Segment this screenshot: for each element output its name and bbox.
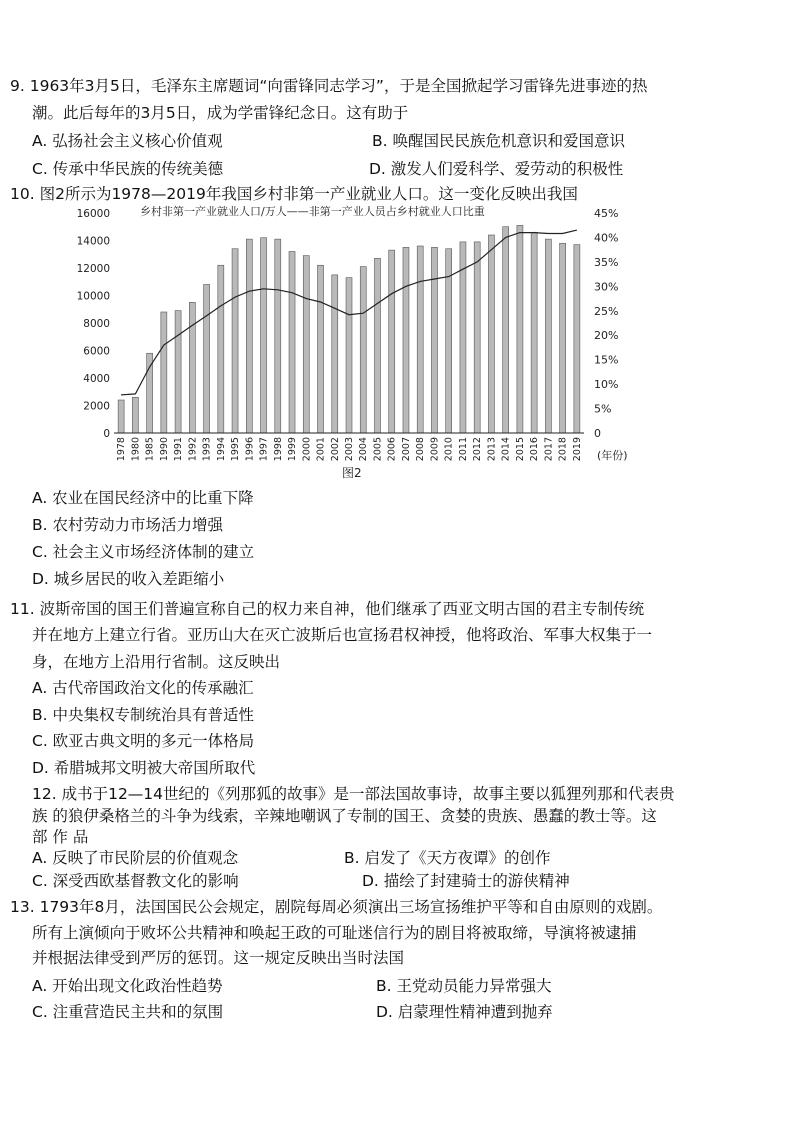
bar [161, 312, 167, 433]
q12-option-d: D. 描绘了封建骑士的游侠精神 [362, 872, 570, 890]
left-axis-tick: 4000 [83, 373, 110, 385]
q12-option-c: C. 深受西欧基督教文化的影响 [32, 872, 239, 890]
left-axis-tick: 16000 [76, 208, 110, 220]
q9-stem-line2: 潮。此后每年的3月5日，成为学雷锋纪念日。这有助于 [32, 104, 409, 122]
q11-option-d: D. 希腊城邦文明被大帝国所取代 [32, 759, 256, 777]
x-tick-label: 2004 [358, 437, 370, 462]
q12-stem-line2: 族 的狼伊桑格兰的斗争为线索，辛辣地嘲讽了专制的国王、贪婪的贵族、愚蠢的教士等。这 [32, 807, 657, 825]
bar [332, 275, 338, 433]
x-tick-label: 1991 [173, 437, 185, 462]
q13-stem-line2: 所有上演倾向于败坏公共精神和唤起王政的可耻迷信行为的剧目将被取缔，导演将被逮捕 [32, 924, 637, 942]
bar [374, 258, 380, 433]
x-tick-label: 1995 [230, 437, 242, 462]
x-tick-label: 1993 [201, 437, 213, 462]
x-tick-label: 1980 [130, 437, 142, 462]
bar [488, 235, 494, 433]
bar [189, 302, 195, 433]
right-axis-tick: 25% [594, 304, 619, 318]
x-tick-label: 1996 [244, 437, 256, 462]
bar [132, 397, 138, 433]
q11-stem-line2: 并在地方上建立行省。亚历山大在灭亡波斯后也宣扬君权神授，他将政治、军事大权集于一 [32, 626, 653, 644]
q11-option-a: A. 古代帝国政治文化的传承融汇 [32, 679, 254, 697]
q12-stem-line1: 12. 成书于12—14世纪的《列那狐的故事》是一部法国故事诗，故事主要以狐狸列那和代表贵 [32, 785, 675, 803]
q10-option-d: D. 城乡居民的收入差距缩小 [32, 570, 225, 588]
bar [560, 243, 566, 433]
bar [289, 252, 295, 434]
q11-stem-line3: 身，在地方上沿用行省制。这反映出 [32, 653, 281, 671]
q12-stem-line3: 部 作 品 [32, 828, 89, 846]
q13-option-c: C. 注重营造民主共和的氛围 [32, 1003, 224, 1021]
bar [517, 225, 523, 433]
x-axis-label: (年份) [597, 449, 628, 462]
x-tick-label: 2019 [571, 437, 583, 462]
bar [261, 238, 267, 433]
right-axis-tick: 45% [594, 207, 619, 220]
bar [503, 227, 509, 433]
x-tick-label: 1994 [215, 437, 227, 462]
bar [318, 265, 324, 433]
chart-title: 图2 [342, 466, 362, 480]
x-tick-label: 1999 [287, 437, 299, 462]
x-tick-label: 2006 [386, 437, 398, 462]
bar [389, 250, 395, 433]
x-tick-label: 2012 [472, 437, 484, 462]
right-axis-tick: 15% [594, 353, 619, 367]
q9-option-d: D. 激发人们爱科学、爱劳动的积极性 [369, 160, 624, 178]
bar [574, 245, 580, 433]
x-tick-label: 2016 [529, 437, 541, 462]
bar [417, 246, 423, 433]
q12-option-b: B. 启发了《天方夜谭》的创作 [344, 849, 551, 867]
right-axis-tick: 5% [594, 402, 612, 416]
right-axis-tick: 10% [594, 378, 619, 392]
x-tick-label: 1998 [272, 437, 284, 462]
q9-option-a: A. 弘扬社会主义核心价值观 [32, 132, 223, 150]
right-axis-tick: 40% [594, 231, 619, 245]
x-tick-label: 2000 [301, 437, 313, 462]
bar [531, 232, 537, 433]
x-tick-label: 1978 [116, 437, 128, 462]
bar [118, 400, 124, 433]
x-tick-label: 2007 [400, 437, 412, 462]
x-tick-label: 2005 [372, 437, 384, 462]
x-tick-label: 2001 [315, 437, 327, 462]
q13-option-d: D. 启蒙理性精神遭到抛弃 [376, 1003, 553, 1021]
q10-option-b: B. 农村劳动力市场活力增强 [32, 516, 223, 534]
q10-option-a: A. 农业在国民经济中的比重下降 [32, 489, 254, 507]
x-tick-label: 2014 [500, 437, 512, 462]
bar [360, 267, 366, 433]
bar [232, 249, 238, 433]
bar [474, 242, 480, 433]
q10-stem-line1: 10. 图2所示为1978—2019年我国乡村非第一产业就业人口。这一变化反映出我国 [10, 185, 578, 203]
x-tick-label: 2009 [429, 437, 441, 462]
x-tick-label: 2010 [443, 437, 455, 462]
left-axis-tick: 8000 [83, 318, 110, 330]
left-axis-tick: 12000 [76, 263, 110, 275]
q9-option-c: C. 传承中华民族的传统美德 [32, 160, 224, 178]
right-axis-tick: 35% [594, 255, 619, 269]
bar [218, 265, 224, 433]
x-tick-label: 2008 [415, 437, 427, 462]
right-axis-tick: 20% [594, 329, 619, 343]
bar [303, 256, 309, 433]
bar [147, 353, 153, 433]
x-tick-label: 1990 [158, 437, 170, 462]
q13-stem-line3: 并根据法律受到严厉的惩罚。这一规定反映出当时法国 [32, 949, 405, 967]
left-axis-tick: 14000 [76, 235, 110, 248]
bar [175, 311, 181, 433]
bar [431, 247, 437, 433]
x-tick-label: 2017 [543, 437, 555, 462]
bar [545, 239, 551, 433]
bar [275, 239, 281, 433]
left-axis-tick: 2000 [83, 400, 110, 413]
x-tick-label: 2015 [514, 437, 526, 462]
q9-stem-line1: 9. 1963年3月5日，毛泽东主席题词“向雷锋同志学习”，于是全国掀起学习雷锋先进事迹的热 [10, 77, 648, 95]
q13-option-b: B. 王党动员能力异常强大 [376, 977, 552, 995]
x-tick-label: 2011 [457, 437, 469, 462]
q13-option-a: A. 开始出现文化政治性趋势 [32, 977, 223, 995]
x-tick-label: 2018 [557, 437, 569, 462]
right-axis-tick: 30% [594, 280, 619, 294]
right-axis-tick: 0 [594, 427, 601, 440]
left-axis-tick: 0 [103, 428, 110, 440]
bar [403, 247, 409, 433]
left-axis-tick: 6000 [83, 345, 110, 358]
chart [76, 202, 640, 480]
q11-option-b: B. 中央集权专制统治具有普适性 [32, 706, 254, 724]
x-tick-label: 2003 [344, 437, 355, 462]
left-axis-tick: 10000 [76, 290, 110, 303]
x-tick-label: 1997 [258, 437, 270, 462]
q10-option-c: C. 社会主义市场经济体制的建立 [32, 543, 255, 561]
q13-stem-line1: 13. 1793年8月，法国国民公会规定，剧院每周必须演出三场宣扬维护平等和自由原则的戏剧。 [10, 898, 663, 916]
q11-option-c: C. 欧亚古典文明的多元一体格局 [32, 732, 255, 750]
x-tick-label: 1985 [144, 437, 156, 462]
x-tick-label: 2002 [329, 437, 341, 462]
x-tick-label: 1992 [187, 437, 199, 462]
q9-option-b: B. 唤醒国民民族危机意识和爱国意识 [372, 132, 625, 150]
bar [346, 278, 352, 433]
chart-legend: 乡村非第一产业就业人口/万人——非第一产业人员占乡村就业人口比重 [140, 205, 485, 218]
q12-option-a: A. 反映了市民阶层的价值观念 [32, 849, 239, 867]
x-tick-label: 2013 [486, 437, 498, 462]
q11-stem-line1: 11. 波斯帝国的国王们普遍宣称自己的权力来自神，他们继承了西亚文明古国的君主专制传统 [10, 600, 645, 618]
bar [204, 285, 210, 434]
bar [246, 239, 252, 433]
